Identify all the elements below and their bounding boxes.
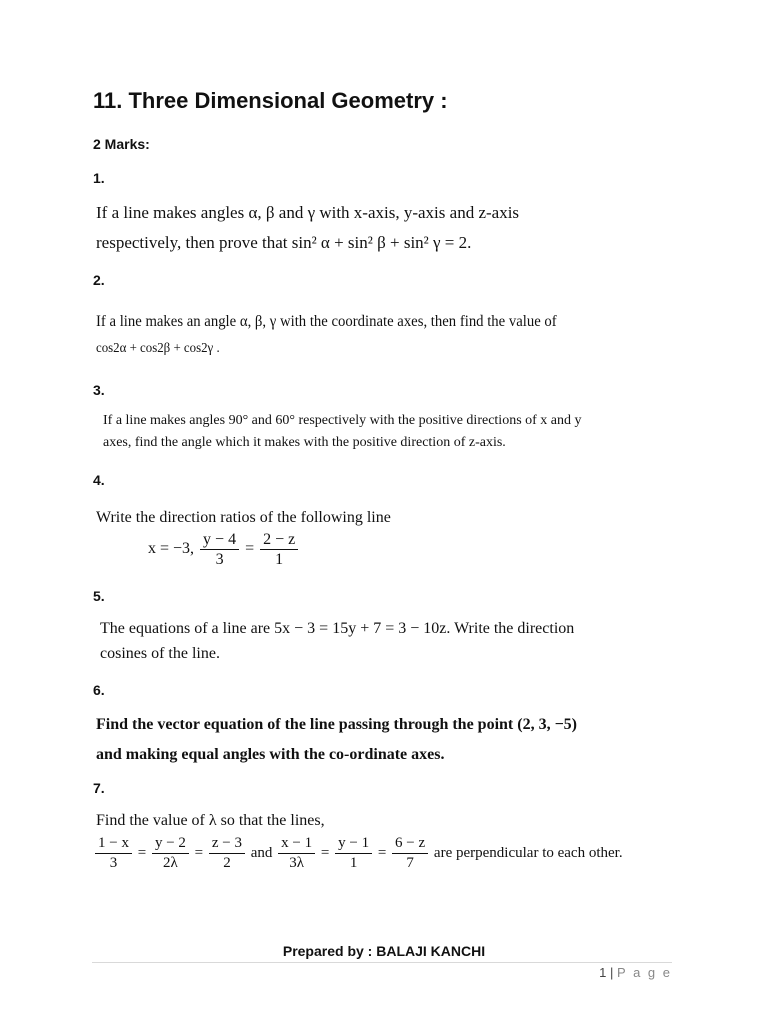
question-5-line-2: cosines of the line. [100,645,220,662]
question-6 [96,710,577,770]
equals-sign: = [377,844,387,861]
question-5 [100,616,574,666]
question-number-1: 1. [93,170,105,186]
fraction: $\frac{y - 1}{1}$ [335,834,372,873]
question-3-line-1: If a line makes angles 90° and 60° respectively with the positive directions of x and y [103,413,582,428]
question-number-4: 4. [93,472,105,488]
question-7-line-1: Find the value of λ so that the lines, [96,812,325,829]
fraction: $\frac{2 - z}{1}$ [260,530,298,569]
equals-sign: = [245,540,255,558]
footer-divider [92,962,672,963]
fraction: $\frac{6 - z}{7}$ [392,834,428,873]
and-word: and [250,844,273,861]
question-1-line-1: If a line makes angles α, β and γ with x-axis, y-axis and z-axis [96,203,520,222]
question-7-tail: are perpendicular to each other. [433,844,623,861]
question-1 [96,198,519,258]
question-7 [96,808,325,834]
question-4 [96,503,391,533]
question-4-line-1: Write the direction ratios of the following line [96,509,391,526]
question-number-6: 6. [93,682,105,698]
question-number-3: 3. [93,382,105,398]
question-3 [103,410,582,454]
page-number-value: 1 [599,965,607,980]
equals-sign: = [194,844,204,861]
fraction: $\frac{1 - x}{3}$ [95,834,132,873]
prepared-by: Prepared by : BALAJI KANCHI [282,943,486,959]
equals-sign: = [137,844,147,861]
question-4-equation [148,530,300,569]
question-7-equation [93,834,623,873]
page-label: P a g e [617,965,672,980]
equals-sign: = [320,844,330,861]
page-title: 11. Three Dimensional Geometry : [93,88,448,113]
section-heading: 2 Marks: [93,136,150,152]
question-3-line-2: axes, find the angle which it makes with the positive direction of z-axis. [103,435,506,450]
question-1-line-2: respectively, then prove that sin² α + sin² β + sin² γ = 2. [96,233,472,252]
question-6-line-2: and making equal angles with the co-ordinate axes. [96,746,445,763]
page-separator: | [610,965,614,980]
fraction: $\frac{x - 1}{3\lambda}$ [278,834,315,873]
fraction: $\frac{y - 2}{2\lambda}$ [152,834,189,873]
page-number [599,965,672,980]
question-2-line-1: If a line makes an angle α, β, γ with the coordinate axes, then find the value of [96,313,557,330]
fraction: $\frac{y - 4}{3}$ [200,530,239,569]
question-6-line-1: Find the vector equation of the line passing through the point (2, 3, −5) [96,716,578,733]
question-number-2: 2. [93,272,105,288]
fraction: $\frac{z - 3}{2}$ [209,834,245,873]
question-2 [96,308,557,362]
question-number-7: 7. [93,780,105,796]
question-5-line-1: The equations of a line are 5x − 3 = 15y + 7 = 3 − 10z. Write the direction [100,620,575,637]
question-2-line-2: cos2α + cos2β + cos2γ . [96,341,220,356]
equation-prefix: x = −3, [148,540,195,558]
question-number-5: 5. [93,588,105,604]
